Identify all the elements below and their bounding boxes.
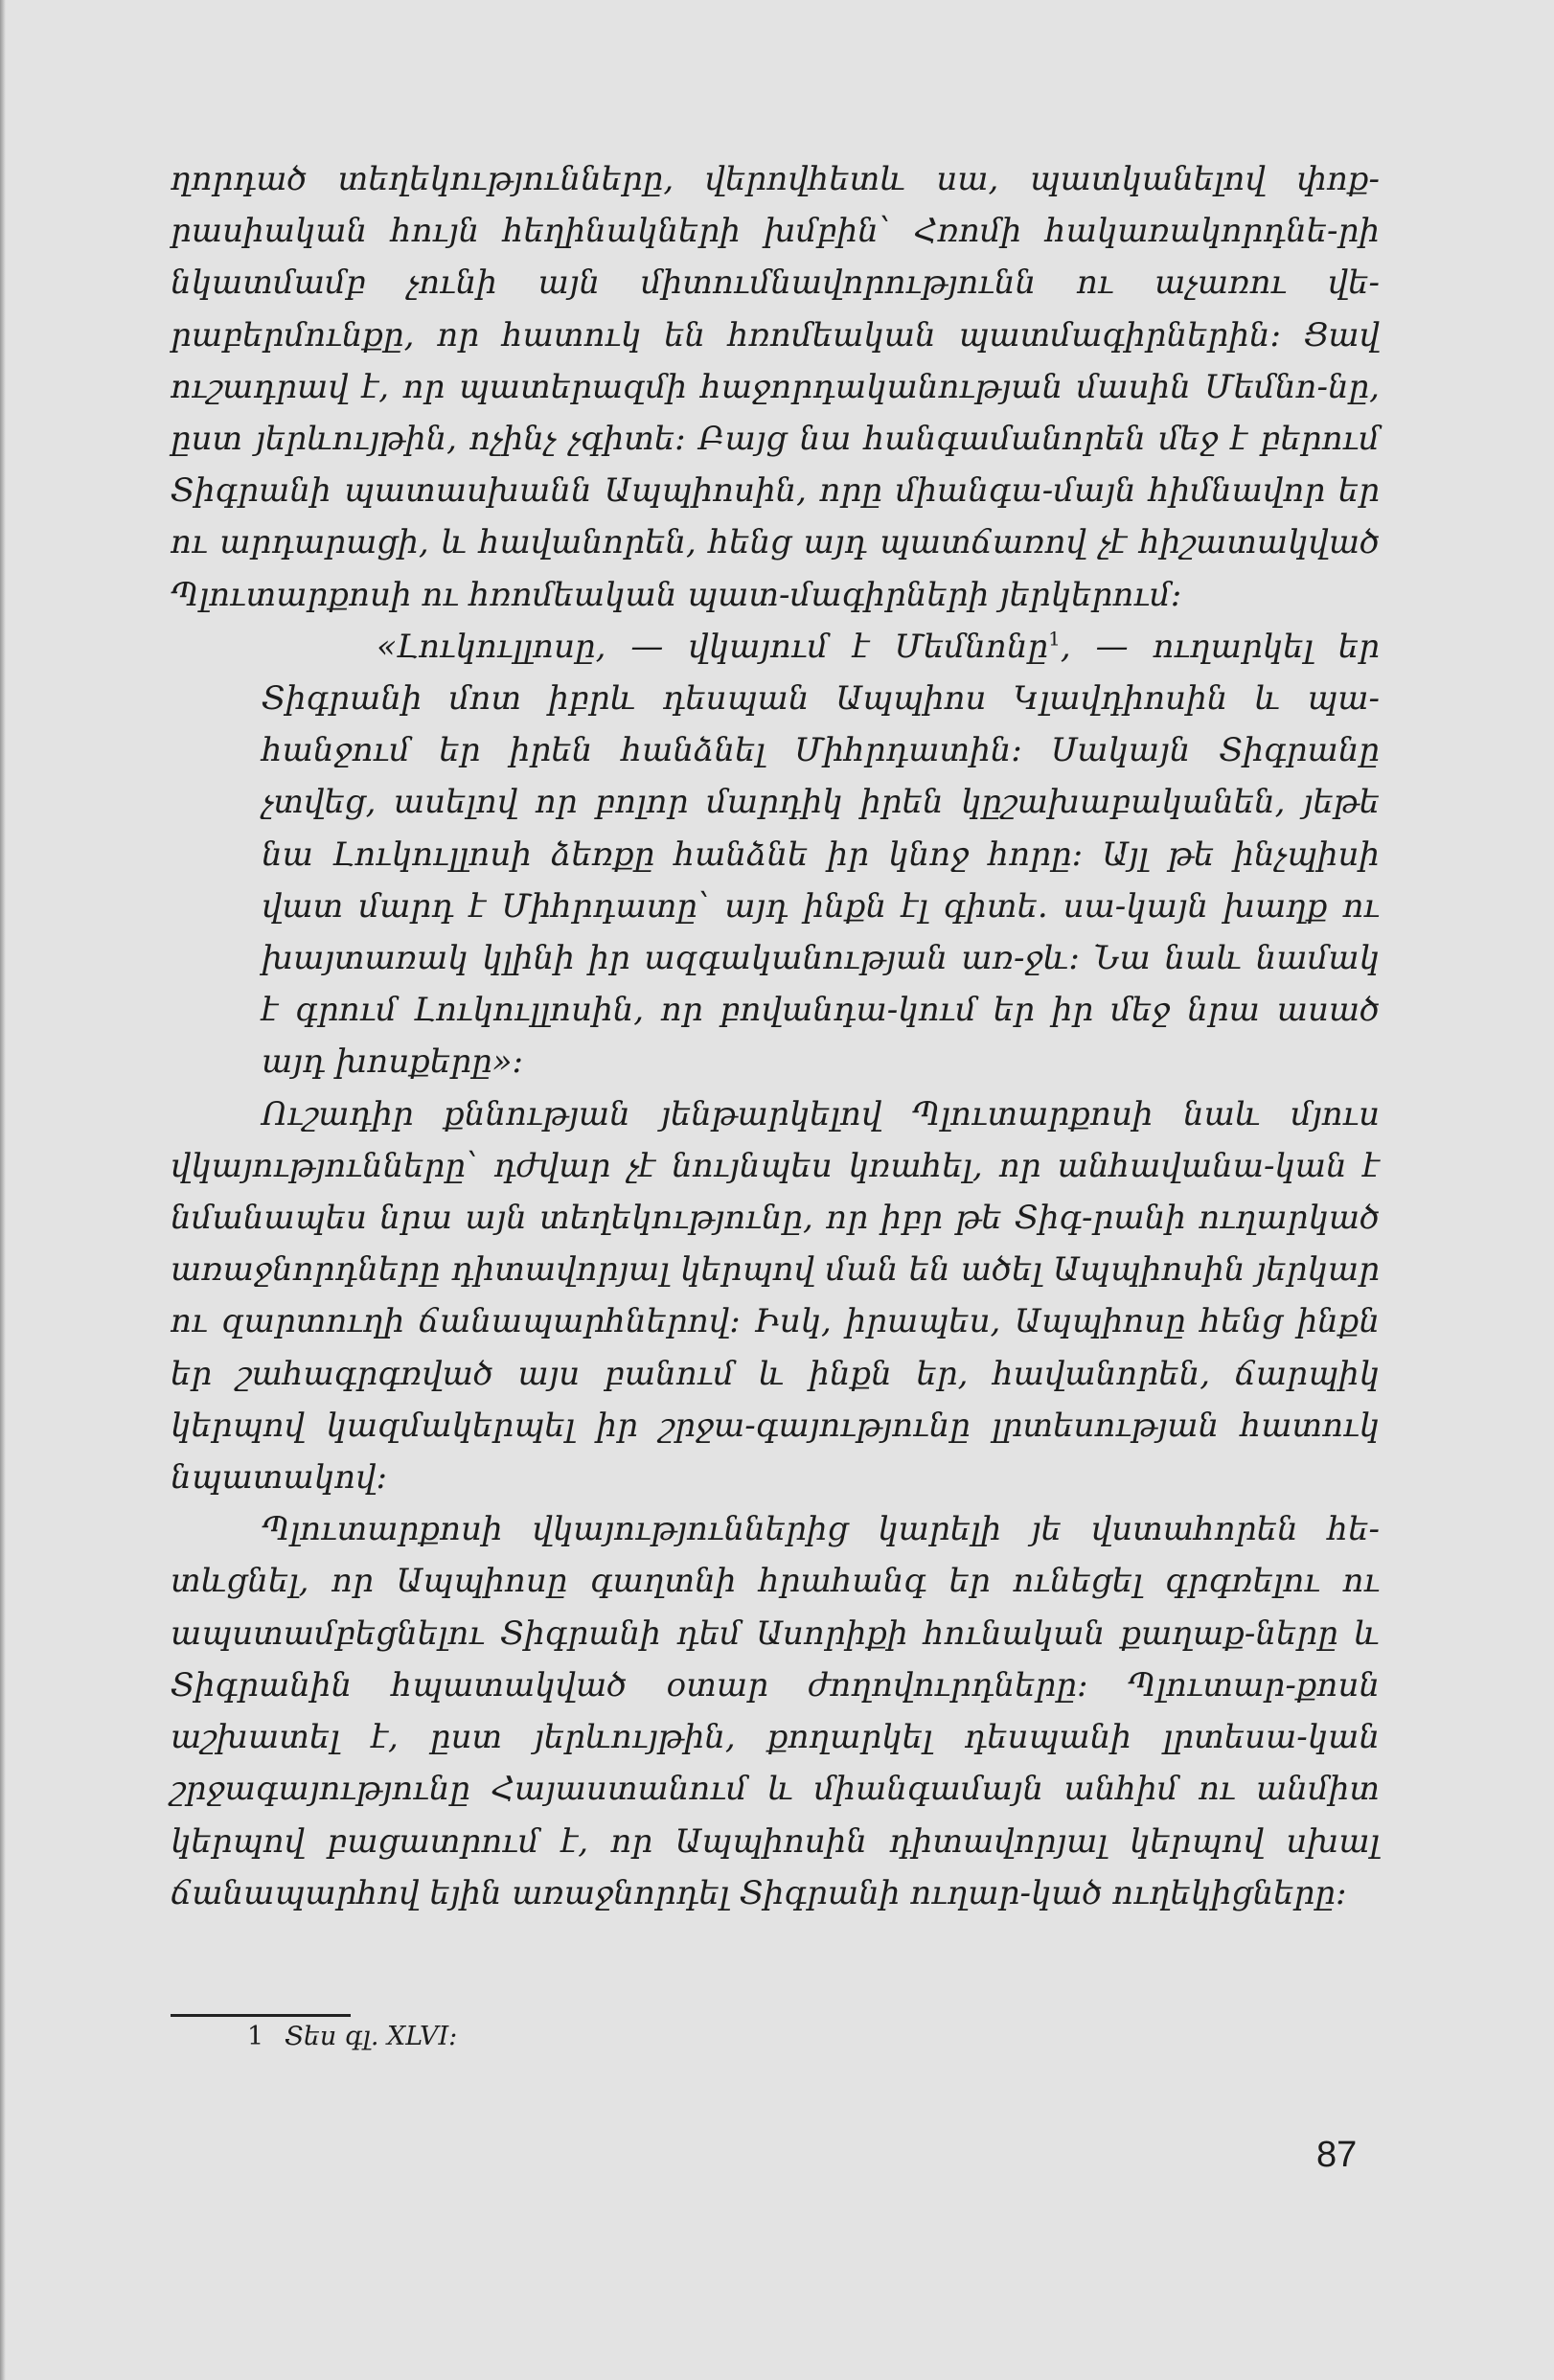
paragraph: Ուշադիր քննության յենթարկելով Պլուտարքոսի նաև մյուս վկայությունները՝ դժվար չէ նույնպես կռահել, որ անհավանա-կան է նմանապես նրա այն տեղեկությունը, որ իբր թե Տիգ-րանի ուղարկած առաջնորդները դիտավորյալ կերպով ման են ածել Ապպիոսին յերկար ու զարտուղի ճանապարհներով։ Իսկ, իրապես, Ապպիոսը հենց ինքն եր շահագրգռված այս բանում և ինքն եր, հավանորեն, ճարպիկ կերպով կազմակերպել իր շրջա-գայությունը լրտեսության հատուկ նպատակով։ bbox=[171, 1094, 1380, 1498]
paragraph: Պլուտարքոսի վկայություններից կարելի յե վստահորեն հե-տևցնել, որ Ապպիոսը գաղտնի հրահանգ եր ունեցել գրգռելու ու ապստամբեցնելու Տիգրանի դեմ Ասորիքի հունական քաղաք-ները և Տիգրանին հպատակված օտար ժողովուրդները։ Պլուտար-քոսն աշխատել է, ըստ յերևույթին, քողարկել դեսպանի լրտեսա-կան շրջագայությունը Հայաստանում և միանգամայն անհիմ ու անմիտ կերպով բացատրում է, որ Ապպիոսին դիտավորյալ կերպով սխալ ճանապարհով եյին առաջնորդել Տիգրանի ուղար-կած ուղեկիցները։ bbox=[171, 1510, 1380, 1912]
paragraph: ղորդած տեղեկությունները, վերովհետև սա, պատկանելով փոք-րասիական հույն հեղինակների խմբին՝ Հռոմի հակառակորդնե-րի նկատմամբ չունի այն միտումնավորությունն ու աչառու վե-րաբերմունքը, որ հատուկ են հռոմեական պատմագիրներին։ Ցավ ուշադրավ է, որ պատերազմի հաջորդականության մասին Մեմնո-նը, ըստ յերևույթին, ոչինչ չգիտե։ Բայց նա հանգամանորեն մեջ է բերում Տիգրանի պատասխանն Ապպիոսին, որը միանգա-մայն հիմնավոր եր ու արդարացի, և հավանորեն, հենց այդ պատճառով չէ հիշատակված Պլուտարքոսի ու հռոմեական պատ-մագիրների յերկերում։ bbox=[171, 160, 1380, 614]
page-number: 87 bbox=[1316, 2135, 1358, 2175]
footnote-reference: 1 bbox=[1048, 627, 1061, 651]
page-edge-shadow bbox=[0, 0, 6, 2380]
footnote bbox=[247, 2022, 457, 2051]
quote-text-start: «Լուկուլլոսը, — վկայում է Մեմնոնը bbox=[377, 627, 1049, 666]
footnote-mark: 1 bbox=[247, 2022, 264, 2051]
body-text bbox=[171, 153, 1380, 1919]
quote-paragraph bbox=[171, 621, 1380, 1088]
footnote-divider bbox=[171, 2014, 351, 2017]
quote-text-rest: , — ուղարկել եր Տիգրանի մոտ իբրև դեսպան Ապպիոս Կլավդիոսին և պա-հանջում եր իրեն հանձնել Միհրդատին։ Սակայն Տիգրանը չտվեց, ասելով որ բոլոր մարդիկ իրեն կըշախաբականեն, յեթե նա Լուկուլլոսի ձեռքը հանձնե իր կնոջ հորը։ Այլ թե ինչպիսի վատ մարդ է Միհրդատը՝ այդ ինքն էլ գիտե. սա-կայն խաղք ու խայտառակ կլինի իր ազգականության առ-ջև։ Նա նաև նամակ է գրում Լուկուլլոսին, որ բովանդա-կում եր իր մեջ նրա ասած այդ խոսքերը»։ bbox=[262, 627, 1380, 1082]
footnote-text: Տես գլ. XLVI։ bbox=[285, 2022, 458, 2051]
